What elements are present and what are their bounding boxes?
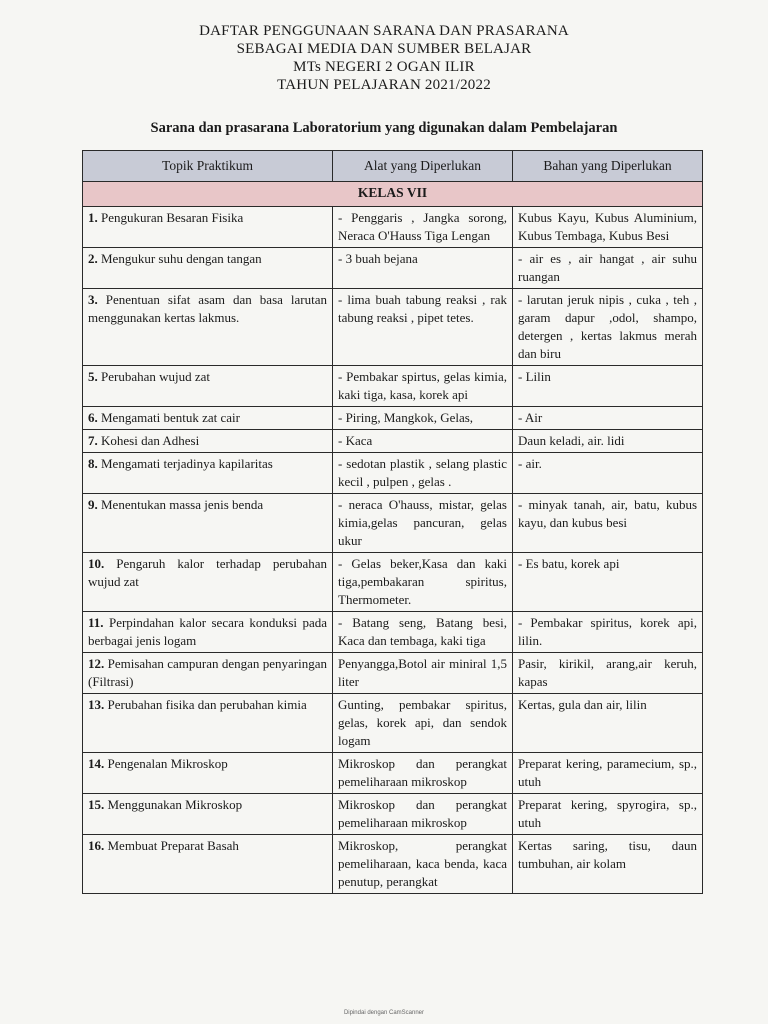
topic-text: Pengaruh kalor terhadap perubahan wujud zat	[88, 556, 328, 589]
row-number: 14.	[88, 756, 105, 771]
topic-cell	[83, 794, 333, 835]
row-number: 10.	[88, 556, 105, 571]
title-line-1: DAFTAR PENGGUNAAN SARANA DAN PRASARANA	[199, 23, 569, 39]
title-line-2: SEBAGAI MEDIA DAN SUMBER BELAJAR	[236, 41, 532, 57]
materials-cell: - larutan jeruk nipis , cuka , teh , garam dapur ,odol, shampo, detergen , kertas lakmus merah dan biru	[513, 289, 703, 366]
table-row	[83, 207, 703, 248]
row-number: 15.	[88, 797, 105, 812]
row-number: 6.	[88, 410, 98, 425]
table-row	[83, 794, 703, 835]
topic-text: Kohesi dan Adhesi	[101, 433, 200, 448]
topic-cell	[83, 694, 333, 753]
topic-cell	[83, 430, 333, 453]
table-row	[83, 407, 703, 430]
table-row	[83, 694, 703, 753]
tools-cell: - Pembakar spirtus, gelas kimia, kaki tiga, kasa, korek api	[333, 366, 513, 407]
tools-cell: - Penggaris , Jangka sorong, Neraca O'Hauss Tiga Lengan	[333, 207, 513, 248]
materials-cell: Kertas saring, tisu, daun tumbuhan, air kolam	[513, 835, 703, 894]
tools-cell: Penyangga,Botol air miniral 1,5 liter	[333, 653, 513, 694]
column-header-materials: Bahan yang Diperlukan	[513, 151, 703, 182]
materials-cell: - air es , air hangat , air suhu ruangan	[513, 248, 703, 289]
materials-cell: Pasir, kirikil, arang,air keruh, kapas	[513, 653, 703, 694]
topic-cell	[83, 453, 333, 494]
topic-text: Menggunakan Mikroskop	[107, 797, 243, 812]
table-row	[83, 453, 703, 494]
section-label: KELAS VII	[83, 182, 703, 207]
topic-cell	[83, 289, 333, 366]
lab-equipment-table	[82, 150, 703, 894]
table-header-row	[83, 151, 703, 182]
topic-cell	[83, 407, 333, 430]
materials-cell: - Lilin	[513, 366, 703, 407]
materials-cell: Kubus Kayu, Kubus Aluminium, Kubus Tembaga, Kubus Besi	[513, 207, 703, 248]
materials-cell: - minyak tanah, air, batu, kubus kayu, dan kubus besi	[513, 494, 703, 553]
tools-cell: Gunting, pembakar spiritus, gelas, korek api, dan sendok logam	[333, 694, 513, 753]
tools-cell: - Gelas beker,Kasa dan kaki tiga,pembakaran spiritus, Thermometer.	[333, 553, 513, 612]
topic-cell	[83, 553, 333, 612]
tools-cell: - Piring, Mangkok, Gelas,	[333, 407, 513, 430]
topic-cell	[83, 494, 333, 553]
tools-cell: Mikroskop dan perangkat pemeliharaan mikroskop	[333, 753, 513, 794]
row-number: 7.	[88, 433, 98, 448]
topic-cell	[83, 753, 333, 794]
table-row	[83, 553, 703, 612]
topic-text: Perubahan fisika dan perubahan kimia	[107, 697, 307, 712]
table-row	[83, 835, 703, 894]
topic-cell	[83, 612, 333, 653]
materials-cell: Daun keladi, air. lidi	[513, 430, 703, 453]
materials-cell: - Es batu, korek api	[513, 553, 703, 612]
row-number: 5.	[88, 369, 98, 384]
tools-cell: - Batang seng, Batang besi, Kaca dan tembaga, kaki tiga	[333, 612, 513, 653]
topic-text: Pengukuran Besaran Fisika	[101, 210, 244, 225]
topic-cell	[83, 653, 333, 694]
table-row	[83, 430, 703, 453]
table-row	[83, 494, 703, 553]
row-number: 1.	[88, 210, 98, 225]
topic-text: Pemisahan campuran dengan penyaringan (Filtrasi)	[88, 656, 327, 689]
row-number: 12.	[88, 656, 105, 671]
topic-text: Membuat Preparat Basah	[107, 838, 239, 853]
row-number: 2.	[88, 251, 98, 266]
row-number: 9.	[88, 497, 98, 512]
topic-text: Perpindahan kalor secara konduksi pada berbagai jenis logam	[88, 615, 328, 648]
topic-cell	[83, 248, 333, 289]
scanner-watermark: Dipindai dengan CamScanner	[343, 1010, 425, 1016]
table-row	[83, 248, 703, 289]
topic-text: Mengamati terjadinya kapilaritas	[101, 456, 273, 471]
row-number: 11.	[88, 615, 104, 630]
row-number: 3.	[88, 292, 98, 307]
tools-cell: - sedotan plastik , selang plastic kecil , pulpen , gelas .	[333, 453, 513, 494]
materials-cell: - Pembakar spiritus, korek api, lilin.	[513, 612, 703, 653]
tools-cell: - neraca O'hauss, mistar, gelas kimia,gelas pancuran, gelas ukur	[333, 494, 513, 553]
table-row	[83, 612, 703, 653]
topic-cell	[83, 366, 333, 407]
topic-text: Mengukur suhu dengan tangan	[101, 251, 262, 266]
row-number: 16.	[88, 838, 105, 853]
row-number: 13.	[88, 697, 105, 712]
tools-cell: Mikroskop dan perangkat pemeliharaan mikroskop	[333, 794, 513, 835]
topic-text: Mengamati bentuk zat cair	[101, 410, 240, 425]
materials-cell: Preparat kering, paramecium, sp., utuh	[513, 753, 703, 794]
topic-text: Penentuan sifat asam dan basa larutan menggunakan kertas lakmus.	[88, 292, 327, 325]
section-row	[83, 182, 703, 207]
table-row	[83, 753, 703, 794]
topic-cell	[83, 207, 333, 248]
materials-cell: - Air	[513, 407, 703, 430]
title-line-4: TAHUN PELAJARAN 2021/2022	[277, 77, 491, 93]
materials-cell: Preparat kering, spyrogira, sp., utuh	[513, 794, 703, 835]
topic-cell	[83, 835, 333, 894]
materials-cell: Kertas, gula dan air, lilin	[513, 694, 703, 753]
title-line-3: MTs NEGERI 2 OGAN ILIR	[293, 59, 475, 75]
document-header	[0, 22, 768, 94]
table-row	[83, 653, 703, 694]
topic-text: Perubahan wujud zat	[101, 369, 211, 384]
table-row	[83, 366, 703, 407]
topic-text: Menentukan massa jenis benda	[101, 497, 264, 512]
materials-cell: - air.	[513, 453, 703, 494]
row-number: 8.	[88, 456, 98, 471]
tools-cell: - 3 buah bejana	[333, 248, 513, 289]
table-row	[83, 289, 703, 366]
column-header-tools: Alat yang Diperlukan	[333, 151, 513, 182]
tools-cell: - Kaca	[333, 430, 513, 453]
topic-text: Pengenalan Mikroskop	[107, 756, 228, 771]
document-subtitle: Sarana dan prasarana Laboratorium yang digunakan dalam Pembelajaran	[150, 120, 618, 136]
tools-cell: - lima buah tabung reaksi , rak tabung reaksi , pipet tetes.	[333, 289, 513, 366]
tools-cell: Mikroskop, perangkat pemeliharaan, kaca benda, kaca penutup, perangkat	[333, 835, 513, 894]
column-header-topic: Topik Praktikum	[83, 151, 333, 182]
